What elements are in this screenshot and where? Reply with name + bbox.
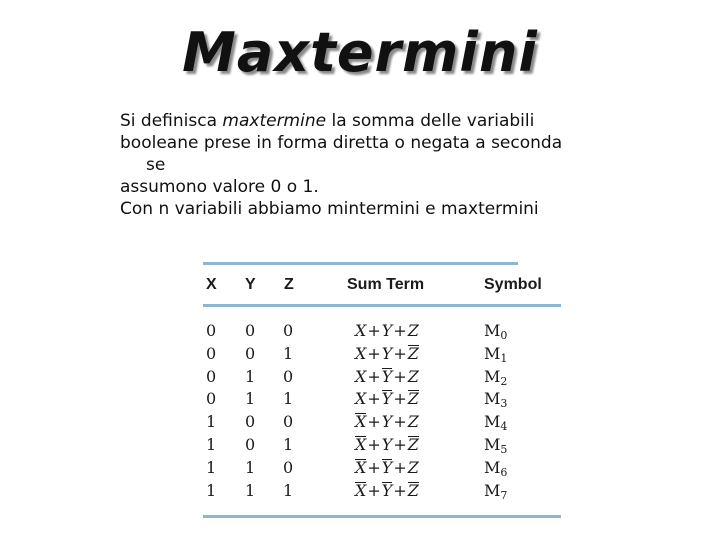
sum-term — [355, 457, 419, 479]
cell-z: 0 — [283, 457, 294, 477]
cell-z: 0 — [283, 412, 294, 432]
cell-y: 1 — [245, 366, 256, 386]
symbol-letter: M — [484, 434, 501, 454]
table-row — [203, 434, 561, 457]
symbol-index: 6 — [500, 465, 508, 479]
sum-term-x: X — [355, 457, 367, 477]
sum-term-y: Y — [381, 480, 393, 500]
sum-term-plus: + — [393, 343, 407, 363]
sum-term — [355, 388, 419, 410]
sum-term-z: Z — [407, 480, 419, 500]
sum-term-x: X — [355, 343, 367, 363]
sum-term-z: Z — [407, 389, 419, 409]
table-top-rule — [203, 262, 518, 265]
header-z: Z — [284, 276, 294, 293]
maxterm-table — [203, 262, 561, 522]
cell-z: 1 — [283, 389, 294, 409]
symbol-letter: M — [484, 366, 501, 386]
symbol-letter: M — [484, 457, 501, 477]
definition-line-3: se — [146, 155, 166, 175]
table-row — [203, 388, 561, 411]
sum-term-y: Y — [381, 434, 393, 454]
sum-term-x: X — [355, 434, 367, 454]
sum-term-x: X — [355, 321, 367, 340]
header-sum-term: Sum Term — [347, 276, 425, 293]
sum-term-y: Y — [381, 366, 393, 386]
sum-term-x: X — [355, 480, 367, 500]
sum-term-plus: + — [393, 457, 407, 477]
definition-line-1-end: la somma delle variabili — [326, 111, 535, 131]
symbol-index: 4 — [500, 420, 508, 434]
slide-title: Maxtermini — [182, 21, 538, 84]
sum-term-z: Z — [407, 412, 419, 432]
header-x: X — [206, 276, 217, 293]
symbol-index: 7 — [500, 488, 508, 502]
sum-term-y: Y — [381, 457, 393, 477]
sum-term-y: Y — [381, 321, 393, 340]
sum-term — [355, 320, 419, 342]
cell-x: 1 — [206, 434, 217, 454]
definition-line-1-start: Si definisca — [120, 111, 223, 131]
cell-y: 1 — [245, 457, 256, 477]
cell-x: 0 — [206, 321, 217, 340]
cell-z: 1 — [283, 434, 294, 454]
table-row — [203, 411, 561, 434]
sum-term-z: Z — [407, 343, 419, 363]
sum-term-x: X — [355, 366, 367, 386]
sum-term-plus: + — [393, 366, 407, 386]
sum-term-plus: + — [367, 434, 381, 454]
sum-term-z: Z — [407, 434, 419, 454]
cell-x: 1 — [206, 412, 217, 432]
definition-paragraph — [120, 110, 680, 220]
definition-line-5: Con n variabili abbiamo mintermini e maxtermini — [120, 199, 539, 219]
sum-term — [355, 343, 419, 365]
sum-term-z: Z — [407, 457, 419, 477]
table-row — [203, 480, 561, 503]
symbol-index: 0 — [500, 329, 508, 342]
sum-term-plus: + — [367, 412, 381, 432]
sum-term-plus: + — [367, 343, 381, 363]
table-bottom-rule — [203, 515, 561, 518]
cell-x: 0 — [206, 343, 217, 363]
symbol-letter: M — [484, 412, 501, 432]
symbol-letter: M — [484, 480, 501, 500]
sum-term-plus: + — [393, 480, 407, 500]
sum-term-plus: + — [367, 321, 381, 340]
sum-term-plus: + — [393, 412, 407, 432]
sum-term-x: X — [355, 389, 367, 409]
table-row — [203, 457, 561, 480]
cell-x: 1 — [206, 457, 217, 477]
sum-term-y: Y — [381, 389, 393, 409]
cell-x: 0 — [206, 389, 217, 409]
cell-x: 1 — [206, 480, 217, 500]
sum-term — [355, 480, 419, 502]
cell-y: 0 — [245, 412, 256, 432]
symbol — [484, 480, 507, 507]
definition-line-4: assumono valore 0 o 1. — [120, 177, 319, 197]
symbol-letter: M — [484, 321, 501, 340]
table-row — [203, 366, 561, 389]
sum-term — [355, 411, 419, 433]
definition-line-1 — [120, 110, 680, 132]
table-body — [203, 320, 561, 502]
definition-line-2: booleane prese in forma diretta o negata a seconda — [120, 133, 563, 153]
cell-x: 0 — [206, 366, 217, 386]
sum-term-plus: + — [367, 457, 381, 477]
cell-z: 1 — [283, 343, 294, 363]
header-symbol: Symbol — [484, 276, 542, 293]
symbol-index: 1 — [500, 351, 508, 365]
sum-term-z: Z — [407, 321, 419, 340]
sum-term-y: Y — [381, 412, 393, 432]
table-header-rule — [203, 304, 561, 307]
cell-y: 0 — [245, 321, 256, 340]
sum-term-plus: + — [393, 434, 407, 454]
table-row — [203, 320, 561, 343]
symbol-index: 5 — [500, 442, 508, 456]
sum-term-plus: + — [367, 366, 381, 386]
sum-term-plus: + — [393, 321, 407, 340]
symbol-index: 3 — [500, 397, 508, 411]
sum-term — [355, 434, 419, 456]
sum-term-z: Z — [407, 366, 419, 386]
cell-y: 0 — [245, 434, 256, 454]
sum-term — [355, 366, 419, 388]
cell-z: 0 — [283, 321, 294, 340]
symbol-letter: M — [484, 343, 501, 363]
cell-y: 1 — [245, 480, 256, 500]
symbol-index: 2 — [500, 374, 508, 388]
sum-term-plus: + — [367, 480, 381, 500]
header-y: Y — [245, 276, 256, 293]
sum-term-y: Y — [381, 343, 393, 363]
definition-term: maxtermine — [222, 111, 327, 131]
cell-y: 0 — [245, 343, 256, 363]
cell-z: 1 — [283, 480, 294, 500]
cell-z: 0 — [283, 366, 294, 386]
sum-term-plus: + — [393, 389, 407, 409]
table-row — [203, 343, 561, 366]
sum-term-plus: + — [367, 389, 381, 409]
symbol-letter: M — [484, 389, 501, 409]
sum-term-x: X — [355, 412, 367, 432]
cell-y: 1 — [245, 389, 256, 409]
